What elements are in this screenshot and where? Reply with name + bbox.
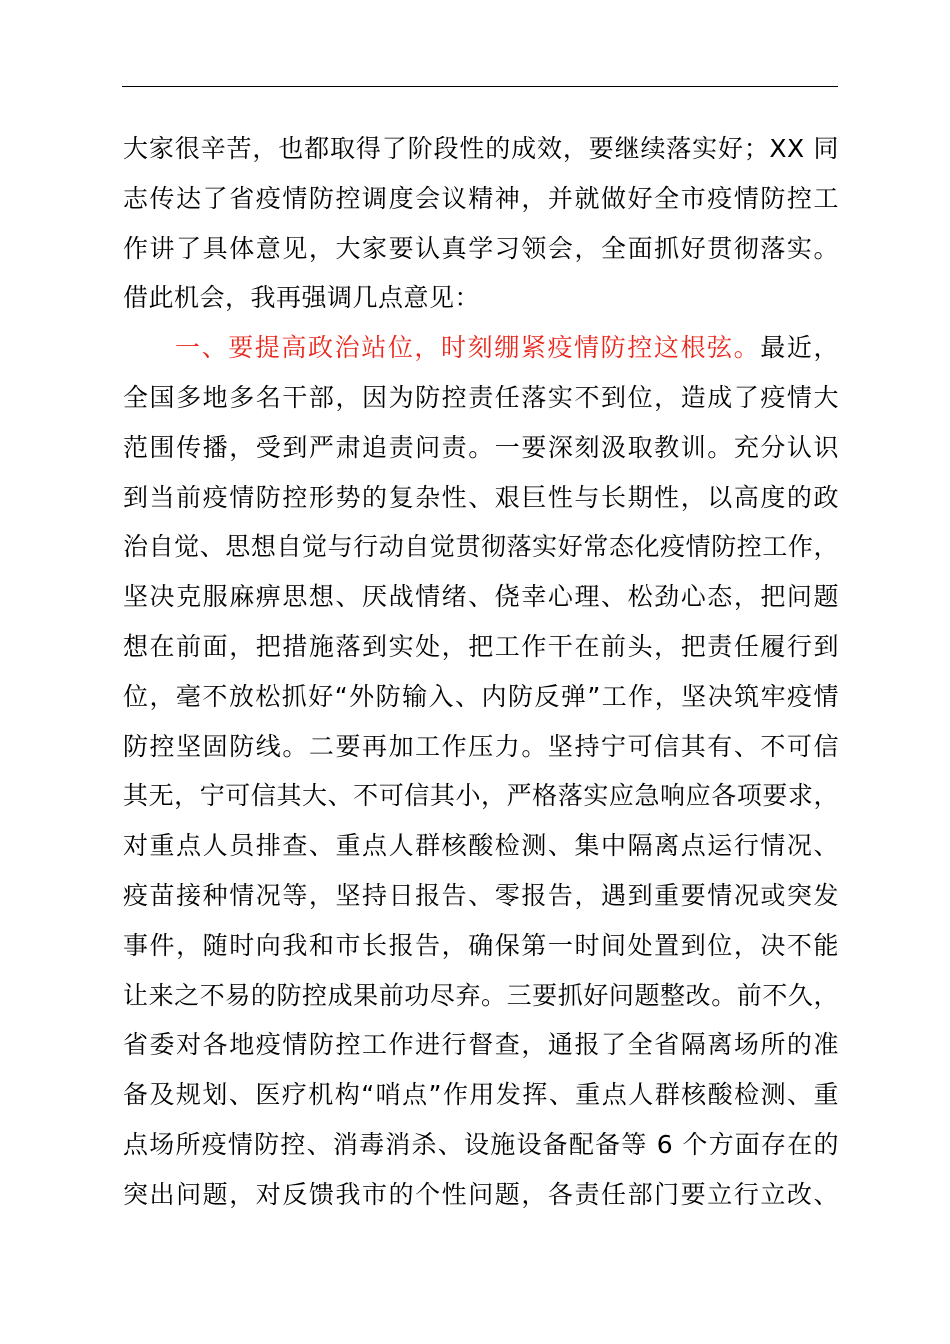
section-lead-text: 最近， [760,333,839,363]
paragraph-line: 治自觉、思想自觉与行动自觉贯彻落实好常态化疫情防控工作， [123,532,839,562]
paragraph-line: 全国多地多名干部，因为防控责任落实不到位，造成了疫情大 [123,382,839,412]
section-one-first-line [123,323,839,373]
paragraph-line: 突出问题，对反馈我市的个性问题，各责任部门要立行立改、 [123,1179,839,1209]
paragraph-line: 防控坚固防线。二要再加工作压力。坚持宁可信其有、不可信 [123,731,839,761]
paragraph-line: 志传达了省疫情防控调度会议精神，并就做好全市疫情防控工 [123,183,839,213]
document-body [123,124,839,1220]
paragraph-line: 范围传播，受到严肃追责问责。一要深刻汲取教训。充分认识 [123,432,839,462]
paragraph-line: 备及规划、医疗机构“哨点”作用发挥、重点人群核酸检测、重 [123,1080,839,1110]
section-heading: 一、要提高政治站位，时刻绷紧疫情防控这根弦。 [175,333,761,363]
paragraph-line: 对重点人员排查、重点人群核酸检测、集中隔离点运行情况、 [123,831,839,861]
paragraph-line: 借此机会，我再强调几点意见： [123,283,481,313]
paragraph-line: 其无，宁可信其大、不可信其小，严格落实应急响应各项要求， [123,781,839,811]
paragraph-line: 想在前面，把措施落到实处，把工作干在前头，把责任履行到 [123,631,839,661]
paragraph-line: 位，毫不放松抓好“外防输入、内防反弹”工作，坚决筑牢疫情 [123,681,839,711]
paragraph-line: 让来之不易的防控成果前功尽弃。三要抓好问题整改。前不久， [123,980,839,1010]
paragraph-line: 到当前疫情防控形势的复杂性、艰巨性与长期性，以高度的政 [123,482,839,512]
paragraph-line: 点场所疫情防控、消毒消杀、设施设备配备等 6 个方面存在的 [123,1129,839,1159]
paragraph-line: 大家很辛苦，也都取得了阶段性的成效，要继续落实好；XX 同 [123,134,839,163]
paragraph-line: 疫苗接种情况等，坚持日报告、零报告，遇到重要情况或突发 [123,880,839,910]
paragraph-line: 作讲了具体意见，大家要认真学习领会，全面抓好贯彻落实。 [123,233,839,263]
paragraph-line: 事件，随时向我和市长报告，确保第一时间处置到位，决不能 [123,930,839,960]
header-divider [122,86,838,87]
paragraph-line: 省委对各地疫情防控工作进行督查，通报了全省隔离场所的准 [123,1030,839,1060]
paragraph-line: 坚决克服麻痹思想、厌战情绪、侥幸心理、松劲心态，把问题 [123,582,839,612]
